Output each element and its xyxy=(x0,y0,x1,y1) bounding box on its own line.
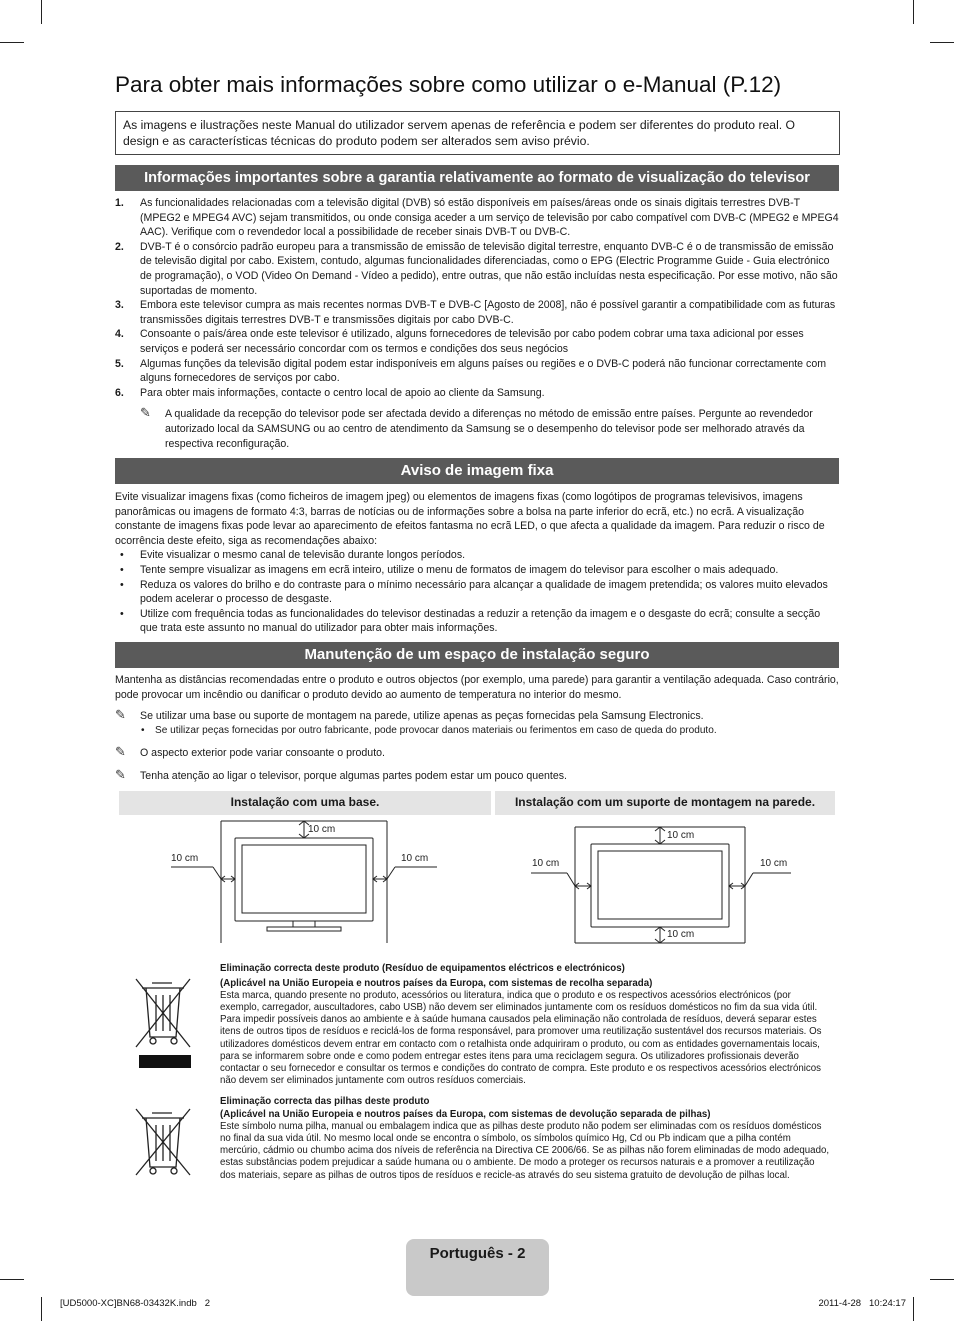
print-datetime: 2011-4-28 10:24:17 xyxy=(818,1298,906,1309)
pencil-note-icon: ✎ xyxy=(115,707,126,723)
list-item: • Tente sempre visualizar as imagens em ecrã inteiro, utilize o menu de formatos de imagem do televisor para escolher o mais adequado. xyxy=(115,563,839,578)
still-image-list xyxy=(115,548,839,636)
install-note-1-sub: • Se utilizar peças fornecidas por outro fabricante, pode provocar danos materiais ou ferimentos em caso de queda do produto. xyxy=(115,724,839,739)
page-title: Para obter mais informações sobre como utilizar o e-Manual (P.12) xyxy=(115,72,782,97)
section-heading-install: Manutenção de um espaço de instalação seguro xyxy=(115,642,839,668)
list-item: 4. Consoante o país/área onde este televisor é utilizado, alguns fornecedores de televisão por cabo podem cobrar uma taxa adicional por esses serviços e poderá ser necessário concordar com os termos e condições dos seus negócios xyxy=(115,328,804,355)
warranty-note: ✎ A qualidade da recepção do televisor pode ser afectada devido a diferenças no método de emissão entre países. Pergunte ao revendedor autorizado local da SAMSUNG ou ao centro de atendimento da Samsung se o desempenho do televisor pode ser melhorado através da respectiva reconfiguração. xyxy=(140,405,813,450)
weee-product-subtitle: (Aplicável na União Europeia e noutros países da Europa, com sistemas de recolha separada) xyxy=(220,978,653,990)
install-section xyxy=(115,673,839,784)
list-item: • Evite visualizar o mesmo canal de televisão durante longos períodos. xyxy=(115,548,839,563)
weee-product-title: Eliminação correcta deste produto (Resíduo de equipamentos eléctricos e electrónicos) xyxy=(220,963,625,974)
weee-product-text: Esta marca, quando presente no produto, acessórios ou literatura, indica que o produto e os respectivos acessórios electrónicos (por exemplo, carregador, auscultadores, cabo USB) não devem ser eliminados juntamente com os resíduos domésticos no fim da sua vida útil. Para impedir possíveis danos ao ambiente e à saúde humana causados pela eliminação não controlada de resíduos, deverá separar estes itens de outros tipos de resíduos e reciclá-los de forma responsável, para promover uma reutilização sustentável dos recursos materiais. Os utilizadores domésticos devem entrar em contacto com o retalhista onde adquiriram o produto, ou com as entidades governamentais locais, para se informarem sobre onde e como podem entregar estes itens para uma reciclagem segura. Os utilizadores profissionais deverão contactar o seu fornecedor e consultar os termos e condições do contrato de compra. Este produto e os respectivos acessórios electrónicos não devem ser eliminados juntamente com outros resíduos comerciais. xyxy=(220,990,822,1086)
section-heading-still-image: Aviso de imagem fixa xyxy=(115,458,839,484)
disclaimer-box xyxy=(115,111,840,155)
pencil-note-icon: ✎ xyxy=(140,405,151,421)
list-item: 3. Embora este televisor cumpra as mais recentes normas DVB-T e DVB-C [Agosto de 2008], não é possível garantir a compatibilidade com as futuras transmissões digitais terrestres DVB-T e transmissões digitais por cabo DVB-C. xyxy=(115,299,836,326)
crossed-battery-bin-icon xyxy=(132,1105,194,1177)
list-item: • Reduza os valores do brilho e do contraste para o mínimo necessário para alcançar a qualidade de imagem pretendida; os valores muito elevados podem acelerar o processo de desgaste. xyxy=(115,578,839,607)
still-image-section xyxy=(115,490,839,636)
stand-install-label: Instalação com uma base. xyxy=(119,791,491,815)
battery-subtitle: (Aplicável na União Europeia e noutros países da Europa, com sistemas de devolução separada de pilhas) xyxy=(220,1109,711,1121)
stand-installation-diagram xyxy=(119,815,491,945)
wall-installation-diagram xyxy=(495,815,835,950)
crop-mark xyxy=(913,1297,914,1321)
crop-mark xyxy=(913,0,914,24)
disclaimer-text: As imagens e ilustrações neste Manual do utilizador servem apenas de referência e podem ser diferentes do produto real. O design e as características técnicas do produto podem ser alterados sem aviso prévio. xyxy=(123,118,796,148)
battery-text: Este símbolo numa pilha, manual ou embalagem indica que as pilhas deste produto não podem ser eliminadas com os resíduos domésticos no final da sua vida útil. No mesmo local onde se encontra o símbolo, os símbolos químico Hg, Cd ou Pb indicam que a pilha contém mercúrio, cádmio ou chumbo acima dos níveis de referência na Directiva CE 2006/66. Se as pilhas não forem eliminadas de modo adequado, estas substâncias podem prejudicar a saúde humana ou o ambiente. De modo a proteger os recursos naturais e a promover a reutilização dos materiais, separe as pilhas de outros tipos de resíduos e recicle-as através do seu sistema gratuito de devolução de pilhas local. xyxy=(220,1121,830,1181)
wall-install-label: Instalação com um suporte de montagem na parede. xyxy=(495,791,835,815)
list-item: 6. Para obter mais informações, contacte o centro local de apoio ao cliente da Samsung. xyxy=(115,386,545,399)
crossed-bin-icon xyxy=(132,975,194,1070)
install-note-2: ✎ O aspecto exterior pode variar consoante o produto. xyxy=(115,744,385,760)
crop-mark xyxy=(930,42,954,43)
crop-mark xyxy=(41,0,42,24)
clearance-label: 10 cm xyxy=(760,858,788,869)
print-file-info: [UD5000-XC]BN68-03432K.indb 2 xyxy=(60,1298,210,1309)
still-image-intro: Evite visualizar imagens fixas (como ficheiros de imagem jpeg) ou elementos de imagens fixas (como logótipos de programas televisivos, imagens panorâmicas ou imagens de formato 4:3, barras de notícias ou de informações sobre a bolsa na parte inferior do ecrã, etc.) no ecrã. A visualização constante de imagens fixas pode levar ao aparecimento de efeitos fantasma no ecrã LED, o que afecta a qualidade da imagem. Para reduzir o risco de ocorrência deste efeito, siga as recomendações abaixo: xyxy=(115,491,825,547)
clearance-label: 10 cm xyxy=(171,853,199,864)
page-number: Português - 2 xyxy=(429,1245,526,1262)
crop-mark xyxy=(930,1279,954,1280)
install-intro: Mantenha as distâncias recomendadas entre o produto e outros objectos (por exemplo, uma parede) para garantir a ventilação adequada. Caso contrário, pode provocar um incêndio ou danificar o produto devido ao aumento de temperatura no interior do mesmo. xyxy=(115,674,839,701)
list-item: 1. As funcionalidades relacionadas com a televisão digital (DVB) só estão disponíveis em países/áreas onde os sinais digitais terrestres DVB-T (MPEG2 e MPEG4 AVC) sejam transmitidos, ou onde consiga aceder a um serviço de televisão por cabo compatível com DVB-C (MPEG2 e MPEG4 AAC). Verifique com o revendedor local a possibilidade de receber sinais DVB-T ou DVB-C. xyxy=(115,197,839,239)
warranty-list xyxy=(115,196,839,400)
clearance-label: 10 cm xyxy=(401,853,429,864)
clearance-label: 10 cm xyxy=(532,858,560,869)
install-note-3: ✎ Tenha atenção ao ligar o televisor, porque algumas partes podem estar um pouco quentes. xyxy=(115,766,567,782)
clearance-label: 10 cm xyxy=(667,830,695,841)
battery-title: Eliminação correcta das pilhas deste produto xyxy=(220,1096,430,1107)
crop-mark xyxy=(41,1297,42,1321)
list-item: • Utilize com frequência todas as funcionalidades do televisor destinadas a reduzir a retenção da imagem e o desgaste do ecrã; consulte a secção que trata este assunto no manual do utilizador para obter mais informações. xyxy=(115,607,839,636)
battery-disposal-block xyxy=(220,1096,830,1182)
crop-mark xyxy=(0,42,24,43)
pencil-note-icon: ✎ xyxy=(115,766,126,782)
section-heading-warranty: Informações importantes sobre a garantia relativamente ao formato de visualização do televisor xyxy=(115,165,839,191)
clearance-label: 10 cm xyxy=(667,929,695,940)
weee-product-block xyxy=(220,963,830,1087)
clearance-label: 10 cm xyxy=(308,824,336,835)
install-note-1: ✎ Se utilizar uma base ou suporte de montagem na parede, utilize apenas as peças fornecidas pela Samsung Electronics. xyxy=(115,707,704,723)
list-item: 2. DVB-T é o consórcio padrão europeu para a transmissão de emissão de televisão digital terrestre, enquanto DVB-C é o de transmissão de emissão de televisão digital por cabo. Existem, contudo, algumas funcionalidades diferenciadas, como o EPG (Electric Programme Guide - Guia electrónico de programação), o VOD (Video On Demand - Vídeo a pedido), entre outras, que não estão incluídas nesta especificação. Por esse motivo, não são suportadas de momento. xyxy=(115,240,838,297)
list-item: 5. Algumas funções da televisão digital podem estar indisponíveis em alguns países ou regiões e o DVB-C poderá não funcionar correctamente com alguns fornecedores de serviços por cabo. xyxy=(115,357,827,385)
pencil-note-icon: ✎ xyxy=(115,744,126,760)
warranty-section xyxy=(115,196,839,451)
crop-mark xyxy=(0,1279,24,1280)
